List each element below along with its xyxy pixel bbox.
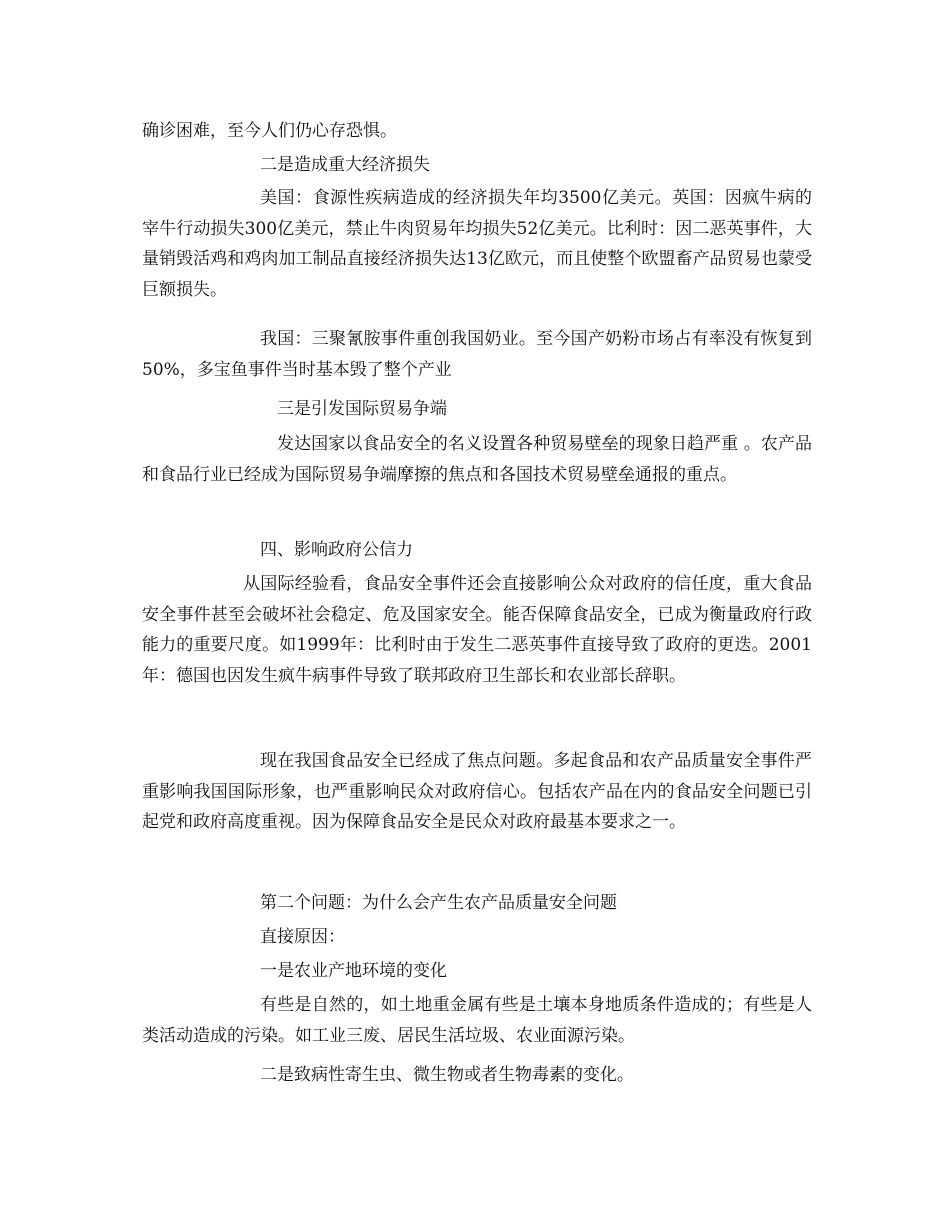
section-heading-question-two: 第二个问题：为什么会产生农产品质量安全问题 (260, 893, 617, 913)
paragraph-continuation: 确诊困难，至今人们仍心存恐惧。 (142, 121, 397, 141)
section-heading-pathogen-change: 二是致病性寄生虫、微生物或者生物毒素的变化。 (260, 1065, 634, 1085)
paragraph-pollution-sources: 有些是自然的，如土地重金属有些是土壤本身地质条件造成的；有些是人类活动造成的污染。如工业三废、居民生活垃圾、农业面源污染。 (142, 995, 812, 1046)
section-heading-direct-causes: 直接原因： (260, 927, 345, 947)
paragraph-economic-loss-examples: 美国：食源性疾病造成的经济损失年均3500亿美元。英国：因疯牛病的宰牛行动损失300亿美元，禁止牛肉贸易年均损失52亿美元。比利时：因二恶英事件，大量销毁活鸡和鸡肉加工制品直接经济损失达13亿欧元，而且使整个欧盟畜产品贸易也蒙受巨额损失。 (142, 188, 812, 300)
section-heading-economic-loss: 二是造成重大经济损失 (260, 155, 430, 175)
section-heading-trade-disputes: 三是引发国际贸易争端 (277, 399, 447, 419)
paragraph-domestic-examples: 我国：三聚氰胺事件重创我国奶业。至今国产奶粉市场占有率没有恢复到50%，多宝鱼事件当时基本毁了整个产业 (142, 329, 812, 380)
paragraph-trade-barriers: 发达国家以食品安全的名义设置各种贸易壁垒的现象日趋严重 。农产品和食品行业已经成为国际贸易争端摩擦的焦点和各国技术贸易壁垒通报的重点。 (142, 434, 812, 485)
section-heading-government-credibility: 四、影响政府公信力 (260, 540, 413, 560)
paragraph-international-experience: 从国际经验看，食品安全事件还会直接影响公众对政府的信任度，重大食品安全事件甚至会破坏社会稳定、危及国家安全。能否保障食品安全，已成为衡量政府行政能力的重要尺度。如1999年：比利时由于发生二恶英事件直接导致了政府的更迭。2001年：德国也因发生疯牛病事件导致了联邦政府卫生部长和农业部长辞职。 (142, 574, 812, 686)
section-heading-environment-change: 一是农业产地环境的变化 (260, 961, 447, 981)
paragraph-domestic-focus: 现在我国食品安全已经成了焦点问题。多起食品和农产品质量安全事件严重影响我国国际形象，也严重影响民众对政府信心。包括农产品在内的食品安全问题已引起党和政府高度重视。因为保障食品安全是民众对政府最基本要求之一。 (142, 751, 812, 832)
